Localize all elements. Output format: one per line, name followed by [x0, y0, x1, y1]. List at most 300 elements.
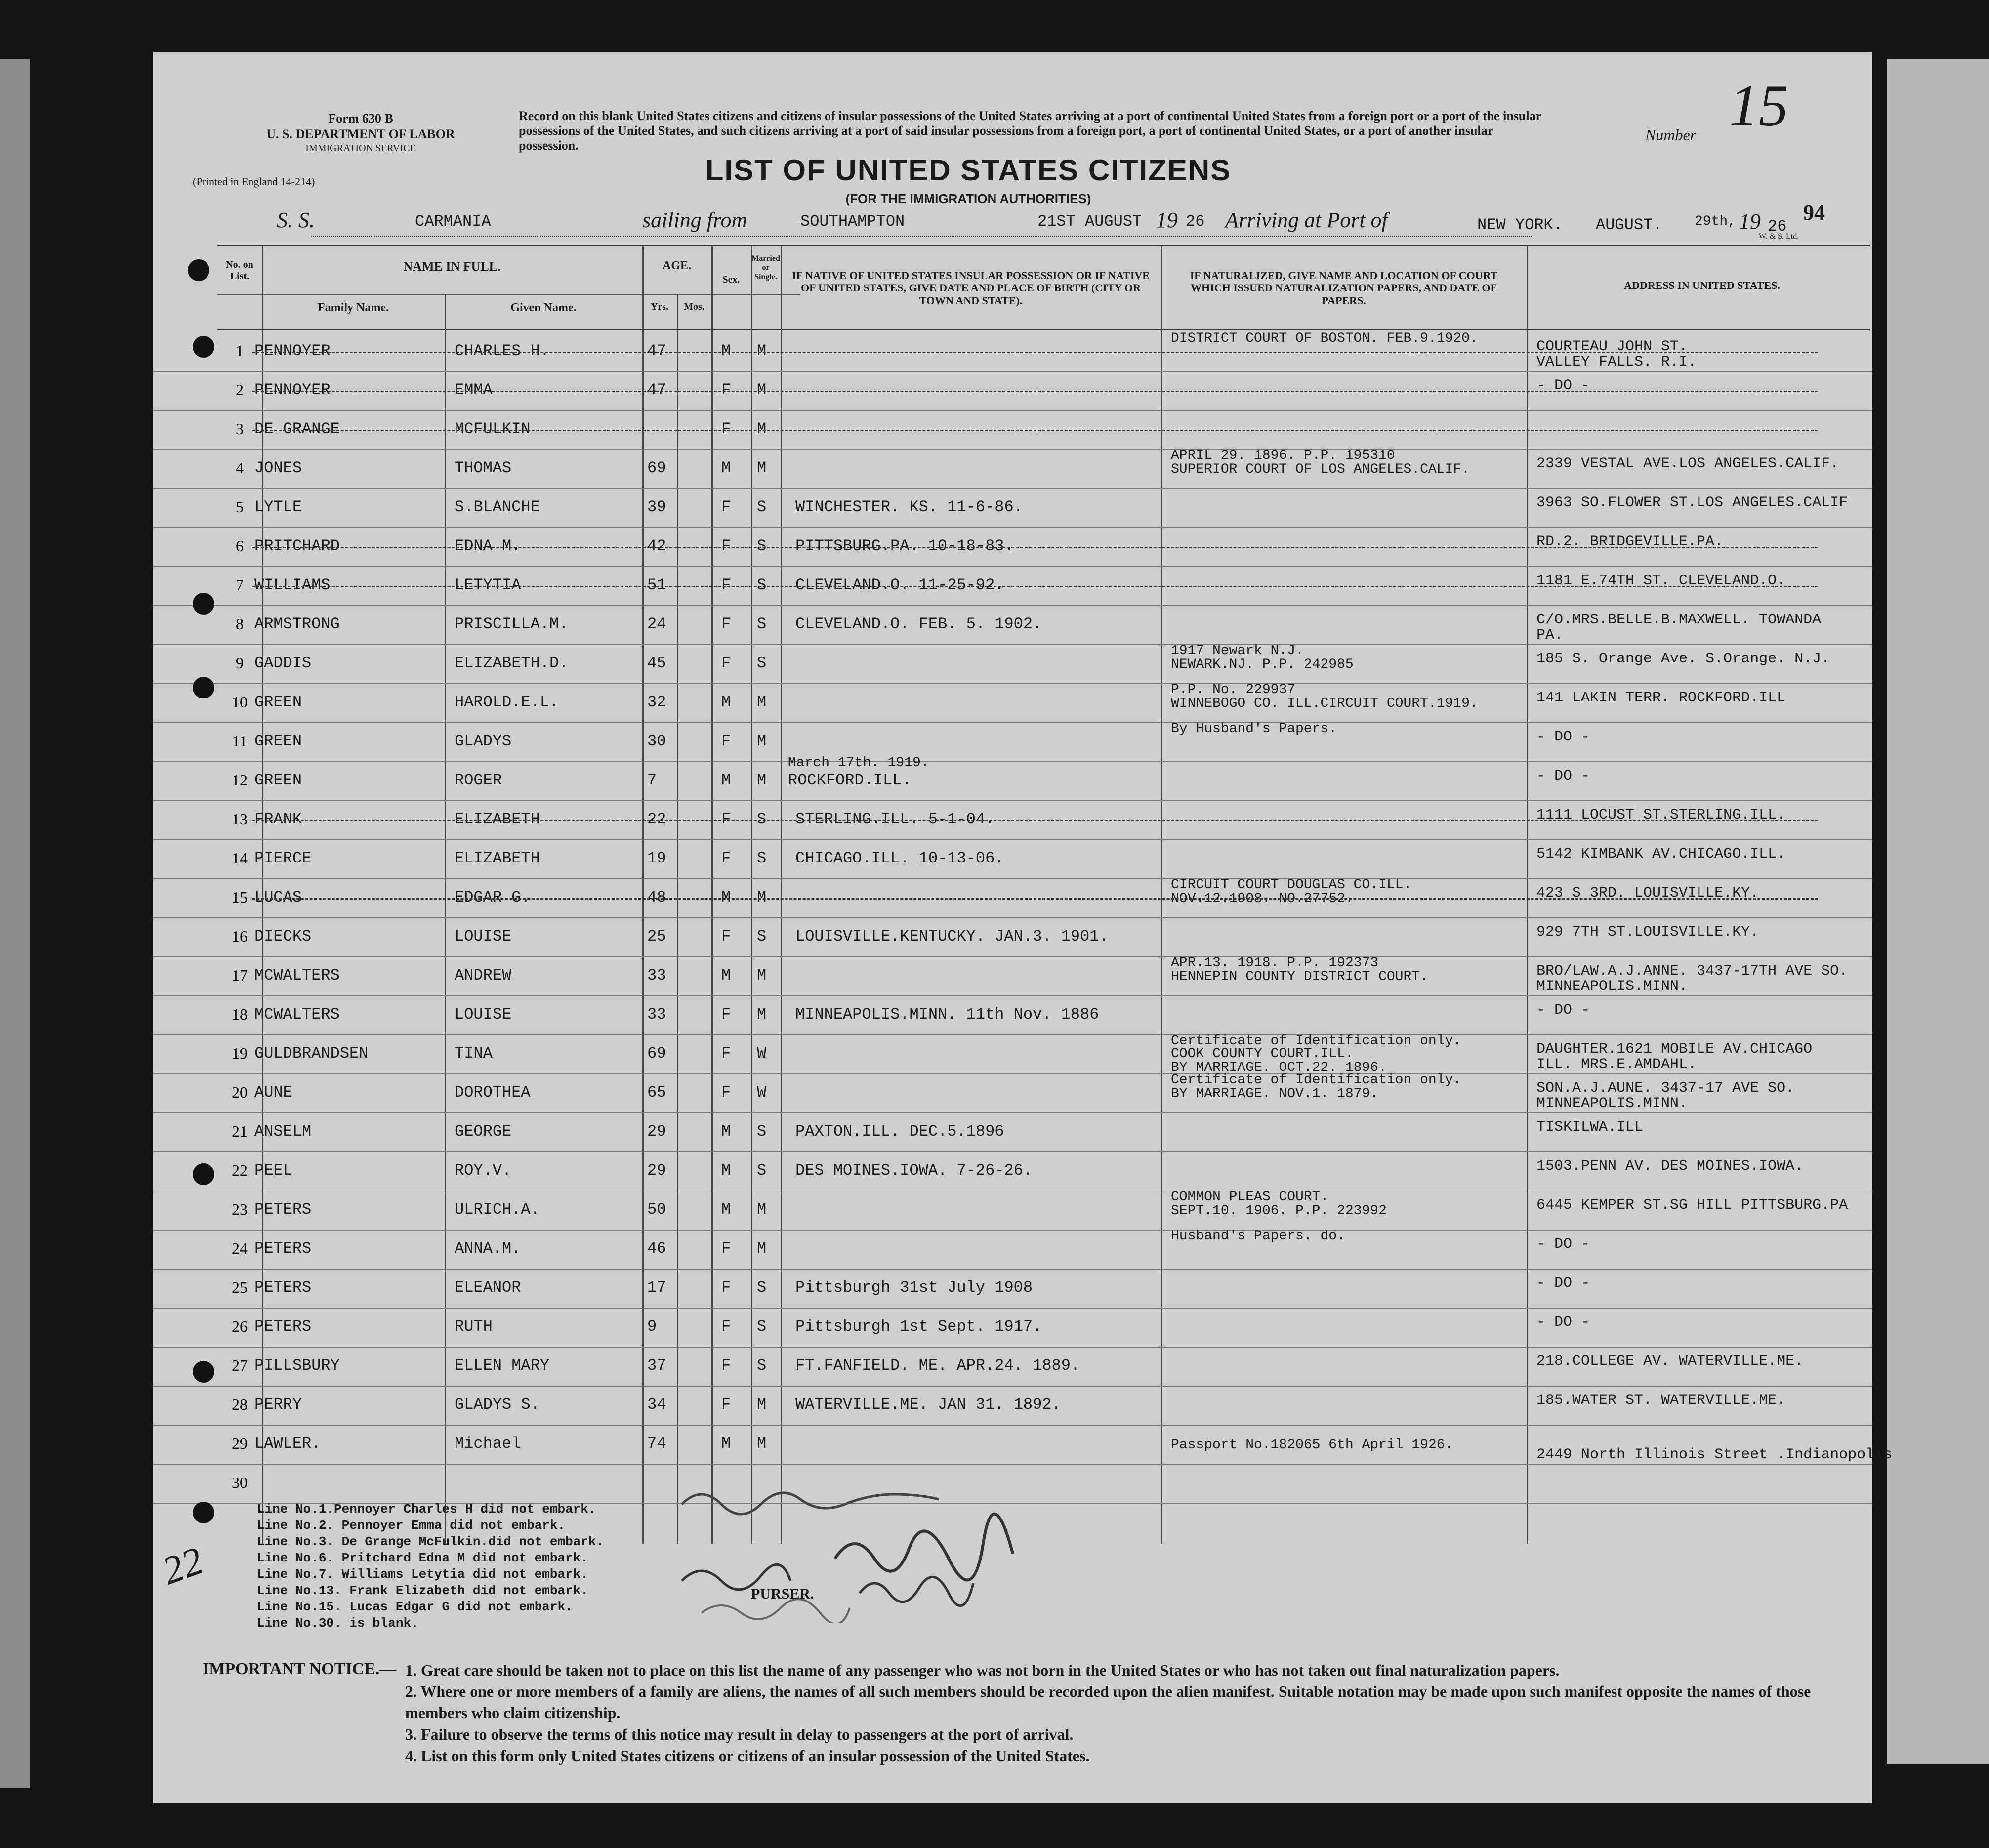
given-name: HAROLD.E.L.: [455, 693, 559, 711]
arriving-label: Arriving at Port of: [1225, 208, 1388, 232]
sex: M: [721, 1200, 731, 1219]
col-divider: [1527, 245, 1528, 1544]
address-line-2: PA.: [1536, 627, 1564, 644]
naturalization-detail: APRIL 29. 1896. P.P. 195310: [1171, 448, 1395, 463]
strikethrough-line: [252, 820, 1818, 821]
birth-place: CHICAGO.ILL. 10-13-06.: [795, 849, 1004, 867]
address-line-1: RD.2. BRIDGEVILLE.PA.: [1536, 534, 1724, 550]
birth-place: Pittsburgh 1st Sept. 1917.: [795, 1317, 1042, 1336]
address-line-1: DAUGHTER.1621 MOBILE AV.CHICAGO: [1536, 1041, 1813, 1058]
family-name: PEEL: [254, 1161, 292, 1180]
port-to: NEW YORK.: [1477, 216, 1563, 234]
given-name: MCFULKIN: [455, 420, 531, 438]
age-years: 50: [647, 1200, 666, 1219]
naturalization-detail: Certificate of Identification only.: [1171, 1072, 1462, 1088]
age-years: 7: [647, 771, 657, 789]
age-years: 42: [647, 537, 666, 555]
marital-status: M: [757, 381, 767, 399]
marital-status: M: [757, 1435, 767, 1453]
given-name: RUTH: [455, 1317, 493, 1336]
row-number: 12: [232, 771, 248, 789]
row-rule: [153, 1073, 1872, 1074]
family-name: PETERS: [254, 1317, 312, 1336]
adjacent-page-left: [0, 59, 30, 1788]
marital-status: S: [757, 1122, 767, 1141]
family-name: MCWALTERS: [254, 1005, 340, 1024]
row-number: 6: [236, 537, 244, 555]
row-rule: [153, 995, 1872, 996]
sex: F: [721, 498, 731, 516]
col-divider: [711, 245, 713, 1544]
page-title: LIST OF UNITED STATES CITIZENS: [705, 154, 1232, 187]
embark-note: Line No.2. Pennoyer Emma did not embark.: [257, 1518, 566, 1533]
address-line-1: 929 7TH ST.LOUISVILLE.KY.: [1536, 924, 1759, 941]
address-line-1: - DO -: [1536, 1275, 1590, 1292]
row-rule: [153, 1269, 1872, 1270]
given-name: ELLEN MARY: [455, 1356, 550, 1375]
notice-label: IMPORTANT NOTICE.—: [203, 1660, 397, 1678]
naturalization-detail: CIRCUIT COURT DOUGLAS CO.ILL.: [1171, 877, 1412, 893]
sex: M: [721, 1435, 731, 1453]
age-years: 25: [647, 927, 666, 945]
address-line-1: 141 LAKIN TERR. ROCKFORD.ILL: [1536, 690, 1786, 706]
binder-hole: [188, 259, 209, 281]
row-number: 25: [232, 1278, 248, 1296]
address-line-2: ILL. MRS.E.AMDAHL.: [1536, 1056, 1697, 1073]
marital-status: S: [757, 498, 767, 516]
notice-item: 4. List on this form only United States citizens or citizens of an insular possession of the United States.: [405, 1746, 1090, 1765]
marital-status: S: [757, 654, 767, 672]
printer-mark: W. & S. Ltd.: [1759, 232, 1799, 241]
sex: F: [721, 1044, 731, 1063]
arrive-year: 26: [1768, 217, 1787, 236]
age-years: 65: [647, 1083, 666, 1102]
given-name: ANNA.M.: [455, 1239, 521, 1258]
sex: M: [721, 459, 731, 477]
address-line-1: 185.WATER ST. WATERVILLE.ME.: [1536, 1392, 1786, 1409]
address-line-1: BRO/LAW.A.J.ANNE. 3437-17TH AVE SO.: [1536, 963, 1848, 980]
marital-status: S: [757, 576, 767, 594]
row-number: 3: [236, 420, 244, 438]
given-name: ELIZABETH: [455, 849, 540, 867]
binder-hole: [193, 1502, 214, 1523]
age-years: 37: [647, 1356, 666, 1375]
row-rule: [153, 1034, 1872, 1035]
sex: F: [721, 1239, 731, 1258]
birth-place: WATERVILLE.ME. JAN 31. 1892.: [795, 1396, 1061, 1414]
naturalization-detail: APR.13. 1918. P.P. 192373: [1171, 955, 1379, 971]
strikethrough-line: [252, 352, 1818, 353]
given-name: S.BLANCHE: [455, 498, 540, 516]
notice-list: [405, 1660, 1848, 1766]
given-name: EMMA: [455, 381, 493, 399]
given-name: ROGER: [455, 771, 502, 789]
family-name: MCWALTERS: [254, 966, 340, 985]
family-name: PETERS: [254, 1239, 312, 1258]
family-name: PENNOYER: [254, 342, 331, 360]
address-line-1: 218.COLLEGE AV. WATERVILLE.ME.: [1536, 1353, 1804, 1370]
naturalization-detail: 1917 Newark N.J.: [1171, 643, 1304, 658]
row-number: 5: [236, 498, 244, 516]
address-line-1: SON.A.J.AUNE. 3437-17 AVE SO.: [1536, 1080, 1795, 1097]
marital-status: M: [757, 771, 767, 789]
table-header-rule: [217, 329, 1870, 330]
sex: M: [721, 966, 731, 985]
row-rule: [153, 488, 1872, 489]
sex: M: [721, 771, 731, 789]
naturalization-detail: By Husband's Papers.: [1171, 721, 1337, 737]
address-line-1: - DO -: [1536, 1236, 1590, 1253]
naturalization-court: HENNEPIN COUNTY DISTRICT COURT.: [1171, 969, 1428, 985]
naturalization-court: NEWARK.NJ. P.P. 242985: [1171, 657, 1354, 672]
given-name: GLADYS: [455, 732, 512, 750]
row-number: 30: [232, 1474, 248, 1491]
sailing-label: sailing from: [642, 208, 747, 232]
marital-status: S: [757, 1317, 767, 1336]
sex: F: [721, 1317, 731, 1336]
marital-status: M: [757, 1200, 767, 1219]
row-rule: [153, 410, 1872, 411]
marital-status: M: [757, 459, 767, 477]
sail-year-prefix: 19: [1156, 208, 1178, 232]
header-address: ADDRESS IN UNITED STATES.: [1624, 279, 1780, 291]
age-years: 48: [647, 888, 666, 906]
row-number: 23: [232, 1200, 248, 1218]
marital-status: W: [757, 1083, 767, 1102]
family-name: GULDBRANDSEN: [254, 1044, 369, 1063]
row-rule: [153, 761, 1872, 762]
row-number: 8: [236, 615, 244, 633]
arrive-year-prefix: 19: [1739, 209, 1761, 234]
row-number: 24: [232, 1239, 248, 1257]
embark-note: Line No.3. De Grange McFulkin.did not embark.: [257, 1534, 604, 1549]
row-rule: [153, 683, 1872, 684]
birth-place: CLEVELAND.O. FEB. 5. 1902.: [795, 615, 1042, 633]
row-number: 17: [232, 966, 248, 984]
given-name: EDGAR G.: [455, 888, 531, 906]
department: U. S. DEPARTMENT OF LABOR: [266, 127, 455, 141]
age-years: 9: [647, 1317, 657, 1336]
address-line-1: 423 S 3RD. LOUISVILLE.KY.: [1536, 885, 1759, 902]
marital-status: S: [757, 927, 767, 945]
col-divider: [781, 245, 782, 1544]
marital-status: S: [757, 849, 767, 867]
form-instructions: Record on this blank United States citizens and citizens of insular possessions of the United States arriving at a port of continental United States from a foreign port or a port of the insular possessions of the United States, and such citizens arriving at a port of said insular possessions from a foreign port, a port of continental United States, or a port of another insular possession.: [519, 109, 1541, 153]
naturalization-detail: P.P. No. 229937: [1171, 682, 1296, 698]
sheet-number: 94: [1803, 201, 1825, 225]
sex: F: [721, 615, 731, 633]
embark-note: Line No.6. Pritchard Edna M did not embark.: [257, 1551, 588, 1565]
sex: M: [721, 888, 731, 906]
naturalization-court: SEPT.10. 1906. P.P. 223992: [1171, 1203, 1387, 1219]
naturalization-court: WINNEBOGO CO. ILL.CIRCUIT COURT.1919.: [1171, 696, 1478, 711]
address-line-1: - DO -: [1536, 1002, 1590, 1019]
row-rule: [153, 839, 1872, 840]
row-rule: [153, 1347, 1872, 1348]
row-rule: [153, 722, 1872, 723]
age-years: 46: [647, 1239, 666, 1258]
birth-place: ROCKFORD.ILL.: [788, 771, 912, 789]
age-years: 30: [647, 732, 666, 750]
sail-year: 26: [1186, 212, 1205, 231]
sex: F: [721, 1356, 731, 1375]
given-name: GEORGE: [455, 1122, 512, 1141]
family-name: PETERS: [254, 1200, 312, 1219]
row-number: 2: [236, 381, 244, 399]
marital-status: M: [757, 342, 767, 360]
marital-status: M: [757, 1239, 767, 1258]
address-line-1: 1111 LOCUST ST.STERLING.ILL.: [1536, 807, 1786, 823]
age-years: 17: [647, 1278, 666, 1297]
family-name: DE GRANGE: [254, 420, 340, 438]
strikethrough-line: [252, 547, 1818, 548]
naturalization-court: NOV.12.1908. NO.27752.: [1171, 891, 1354, 906]
number-label: Number: [1645, 126, 1697, 144]
table-top-rule: [217, 245, 1870, 246]
birth-date: March 17th. 1919.: [788, 755, 929, 771]
row-rule: [153, 527, 1872, 528]
birth-place: MINNEAPOLIS.MINN. 11th Nov. 1886: [795, 1005, 1099, 1024]
given-name: LOUISE: [455, 1005, 512, 1024]
given-name: EDNA M.: [455, 537, 521, 555]
family-name: ANSELM: [254, 1122, 312, 1141]
sex: F: [721, 576, 731, 594]
age-years: 47: [647, 342, 666, 360]
given-name: ULRICH.A.: [455, 1200, 540, 1219]
row-rule: [153, 1425, 1872, 1426]
address-line-2: MINNEAPOLIS.MINN.: [1536, 978, 1688, 995]
row-rule: [153, 1112, 1872, 1113]
notice-item: 1. Great care should be taken not to place on this list the name of any passenger who was not born in the United States or who has not taken out final naturalization papers.: [405, 1661, 1560, 1679]
age-years: 33: [647, 966, 666, 985]
address-line-1: - DO -: [1536, 729, 1590, 745]
naturalization-court: BY MARRIAGE. NOV.1. 1879.: [1171, 1086, 1379, 1102]
row-number: 29: [232, 1435, 248, 1452]
sex: F: [721, 537, 731, 555]
sex: F: [721, 849, 731, 867]
family-name: LAWLER.: [254, 1435, 321, 1453]
row-rule: [153, 644, 1872, 645]
family-name: GREEN: [254, 693, 302, 711]
age-years: 24: [647, 615, 666, 633]
row-number: 1: [236, 342, 244, 360]
naturalization-court: SUPERIOR COURT OF LOS ANGELES.CALIF.: [1171, 462, 1470, 477]
family-name: WILLIAMS: [254, 576, 331, 594]
family-name: LYTLE: [254, 498, 302, 516]
form-number: Form 630 B: [328, 111, 393, 125]
row-number: 15: [232, 888, 248, 906]
sex: F: [721, 654, 731, 672]
binder-hole: [193, 336, 214, 358]
header-mos: Mos.: [684, 301, 704, 312]
age-years: 29: [647, 1161, 666, 1180]
embark-note: Line No.15. Lucas Edgar G did not embark.: [257, 1600, 573, 1614]
header-married-single: Married or Single.: [751, 254, 780, 281]
age-years: 69: [647, 1044, 666, 1063]
row-rule: [153, 956, 1872, 957]
marital-status: W: [757, 1044, 767, 1063]
sex: F: [721, 1083, 731, 1102]
row-number: 21: [232, 1122, 248, 1140]
row-rule: [153, 449, 1872, 450]
address-line-2: MINNEAPOLIS.MINN.: [1536, 1095, 1688, 1112]
family-name: GADDIS: [254, 654, 312, 672]
given-name: DOROTHEA: [455, 1083, 531, 1102]
row-number: 28: [232, 1396, 248, 1413]
given-name: CHARLES H.: [455, 342, 550, 360]
address-line-1: 5142 KIMBANK AV.CHICAGO.ILL.: [1536, 846, 1786, 862]
given-name: GLADYS S.: [455, 1396, 540, 1414]
row-number: 22: [232, 1161, 248, 1179]
address-line-1: - DO -: [1536, 768, 1590, 784]
row-rule: [153, 917, 1872, 918]
row-number: 9: [236, 654, 244, 672]
row-number: 16: [232, 927, 248, 945]
col-divider: [642, 245, 644, 1544]
marital-status: M: [757, 1005, 767, 1024]
notice-item: 3. Failure to observe the terms of this notice may result in delay to passengers at the port of arrival.: [405, 1725, 1074, 1743]
address-line-2: VALLEY FALLS. R.I.: [1536, 354, 1697, 370]
age-years: 69: [647, 459, 666, 477]
given-name: ELEANOR: [455, 1278, 521, 1297]
given-name: Michael: [455, 1435, 521, 1453]
embark-note: Line No.13. Frank Elizabeth did not embark.: [257, 1583, 588, 1598]
number-value: 15: [1729, 73, 1788, 138]
address-line-1: 2339 VESTAL AVE.LOS ANGELES.CALIF.: [1536, 455, 1839, 472]
binder-hole: [193, 677, 214, 698]
naturalization-court: COOK COUNTY COURT.ILL. BY MARRIAGE. OCT.22. 1896.: [1171, 1046, 1387, 1075]
address-line-1: 1503.PENN AV. DES MOINES.IOWA.: [1536, 1158, 1804, 1175]
family-name: ARMSTRONG: [254, 615, 340, 633]
address-line-1: C/O.MRS.BELLE.B.MAXWELL. TOWANDA: [1536, 612, 1822, 628]
service: IMMIGRATION SERVICE: [305, 143, 416, 154]
row-number: 7: [236, 576, 244, 594]
sex: M: [721, 342, 731, 360]
marital-status: M: [757, 693, 767, 711]
given-name: ROY.V.: [455, 1161, 512, 1180]
age-years: 47: [647, 381, 666, 399]
birth-place: WINCHESTER. KS. 11-6-86.: [795, 498, 1023, 516]
notice-item: 2. Where one or more members of a family are aliens, the names of all such members should be recorded upon the alien manifest. Suitable notation may be made upon such manifest opposite the names of those members who claim citizenship.: [405, 1683, 1811, 1722]
given-name: LOUISE: [455, 927, 512, 945]
embark-note: Line No.1.Pennoyer Charles H did not embark.: [257, 1502, 596, 1517]
embark-note: Line No.7. Williams Letytia did not embark.: [257, 1567, 588, 1582]
sex: F: [721, 810, 731, 828]
sail-date: 21ST AUGUST: [1037, 212, 1142, 231]
marital-status: S: [757, 537, 767, 555]
voyage-underline: [311, 236, 1532, 237]
row-number: 11: [232, 732, 248, 750]
row-rule: [153, 566, 1872, 567]
row-number: 13: [232, 810, 248, 828]
birth-place: CLEVELAND.O. 11-25-92.: [795, 576, 1004, 594]
address-line-2: 2449 North Illinois Street .Indianopolis: [1536, 1446, 1893, 1463]
family-name: PERRY: [254, 1396, 302, 1414]
header-no-on-list: No. on List.: [226, 259, 253, 282]
page-subtitle: (FOR THE IMMIGRATION AUTHORITIES): [845, 191, 1091, 206]
header-given-name: Given Name.: [510, 301, 577, 314]
row-number: 26: [232, 1317, 248, 1335]
row-number: 18: [232, 1005, 248, 1023]
family-name: JONES: [254, 459, 302, 477]
sex: M: [721, 1161, 731, 1180]
family-name: PRITCHARD: [254, 537, 340, 555]
marital-status: S: [757, 810, 767, 828]
strikethrough-line: [252, 586, 1818, 587]
header-name-in-full: NAME IN FULL.: [403, 259, 501, 274]
given-name: THOMAS: [455, 459, 512, 477]
address-line-1: - DO -: [1536, 377, 1590, 394]
sex: F: [721, 732, 731, 750]
birth-place: FT.FANFIELD. ME. APR.24. 1889.: [795, 1356, 1080, 1375]
naturalization-detail: DISTRICT COURT OF BOSTON. FEB.9.1920.: [1171, 331, 1478, 346]
margin-mark: 22: [157, 1539, 209, 1594]
arrive-month: AUGUST.: [1596, 216, 1662, 234]
family-name: FRANK: [254, 810, 302, 828]
arrive-day: 29th,: [1695, 214, 1737, 229]
strikethrough-line: [252, 430, 1818, 431]
address-line-1: 1181 E.74TH ST. CLEVELAND.O.: [1536, 573, 1786, 589]
header-family-name: Family Name.: [318, 301, 389, 314]
marital-status: S: [757, 1161, 767, 1180]
age-years: 74: [647, 1435, 666, 1453]
given-name: ELIZABETH: [455, 810, 540, 828]
header-yrs: Yrs.: [650, 301, 669, 312]
row-number: 10: [232, 693, 248, 711]
age-years: 22: [647, 810, 666, 828]
address-line-1: 185 S. Orange Ave. S.Orange. N.J.: [1536, 651, 1830, 667]
row-rule: [153, 371, 1872, 372]
row-rule: [153, 1151, 1872, 1152]
given-name: TINA: [455, 1044, 493, 1063]
row-rule: [153, 1308, 1872, 1309]
col-divider: [1161, 245, 1162, 1544]
age-years: 51: [647, 576, 666, 594]
age-years: 34: [647, 1396, 666, 1414]
adjacent-page-right: [1887, 59, 1989, 1764]
family-name: GREEN: [254, 771, 302, 789]
strikethrough-line: [252, 898, 1818, 900]
family-name: PENNOYER: [254, 381, 331, 399]
sex: F: [721, 1278, 731, 1297]
birth-place: PAXTON.ILL. DEC.5.1896: [795, 1122, 1004, 1141]
birth-place: PITTSBURG.PA. 10-18-83.: [795, 537, 1014, 555]
given-name: LETYTIA: [455, 576, 521, 594]
row-number: 27: [232, 1356, 248, 1374]
header-birth-place: IF NATIVE OF UNITED STATES INSULAR POSSESSION OR IF NATIVE OF UNITED STATES, GIVE DATE AND PLACE OF BIRTH (CITY OR TOWN AND STATE).: [792, 269, 1150, 307]
naturalization-court: Passport No.182065 6th April 1926.: [1171, 1437, 1453, 1453]
row-rule: [153, 878, 1872, 879]
marital-status: M: [757, 732, 767, 750]
port-from: SOUTHAMPTON: [800, 212, 905, 231]
family-name: LUCAS: [254, 888, 302, 906]
row-rule: [153, 800, 1872, 801]
birth-place: LOUISVILLE.KENTUCKY. JAN.3. 1901.: [795, 927, 1109, 945]
sex: F: [721, 381, 731, 399]
naturalization-detail: Husband's Papers. do.: [1171, 1229, 1345, 1244]
age-years: 39: [647, 498, 666, 516]
row-rule: [153, 605, 1872, 606]
sex: M: [721, 693, 731, 711]
binder-hole: [193, 593, 214, 615]
family-name: PIERCE: [254, 849, 312, 867]
header-age: AGE.: [662, 259, 691, 272]
sex: F: [721, 1396, 731, 1414]
sex: F: [721, 420, 731, 438]
age-years: 33: [647, 1005, 666, 1024]
row-number: 20: [232, 1083, 248, 1101]
strikethrough-line: [252, 391, 1818, 392]
